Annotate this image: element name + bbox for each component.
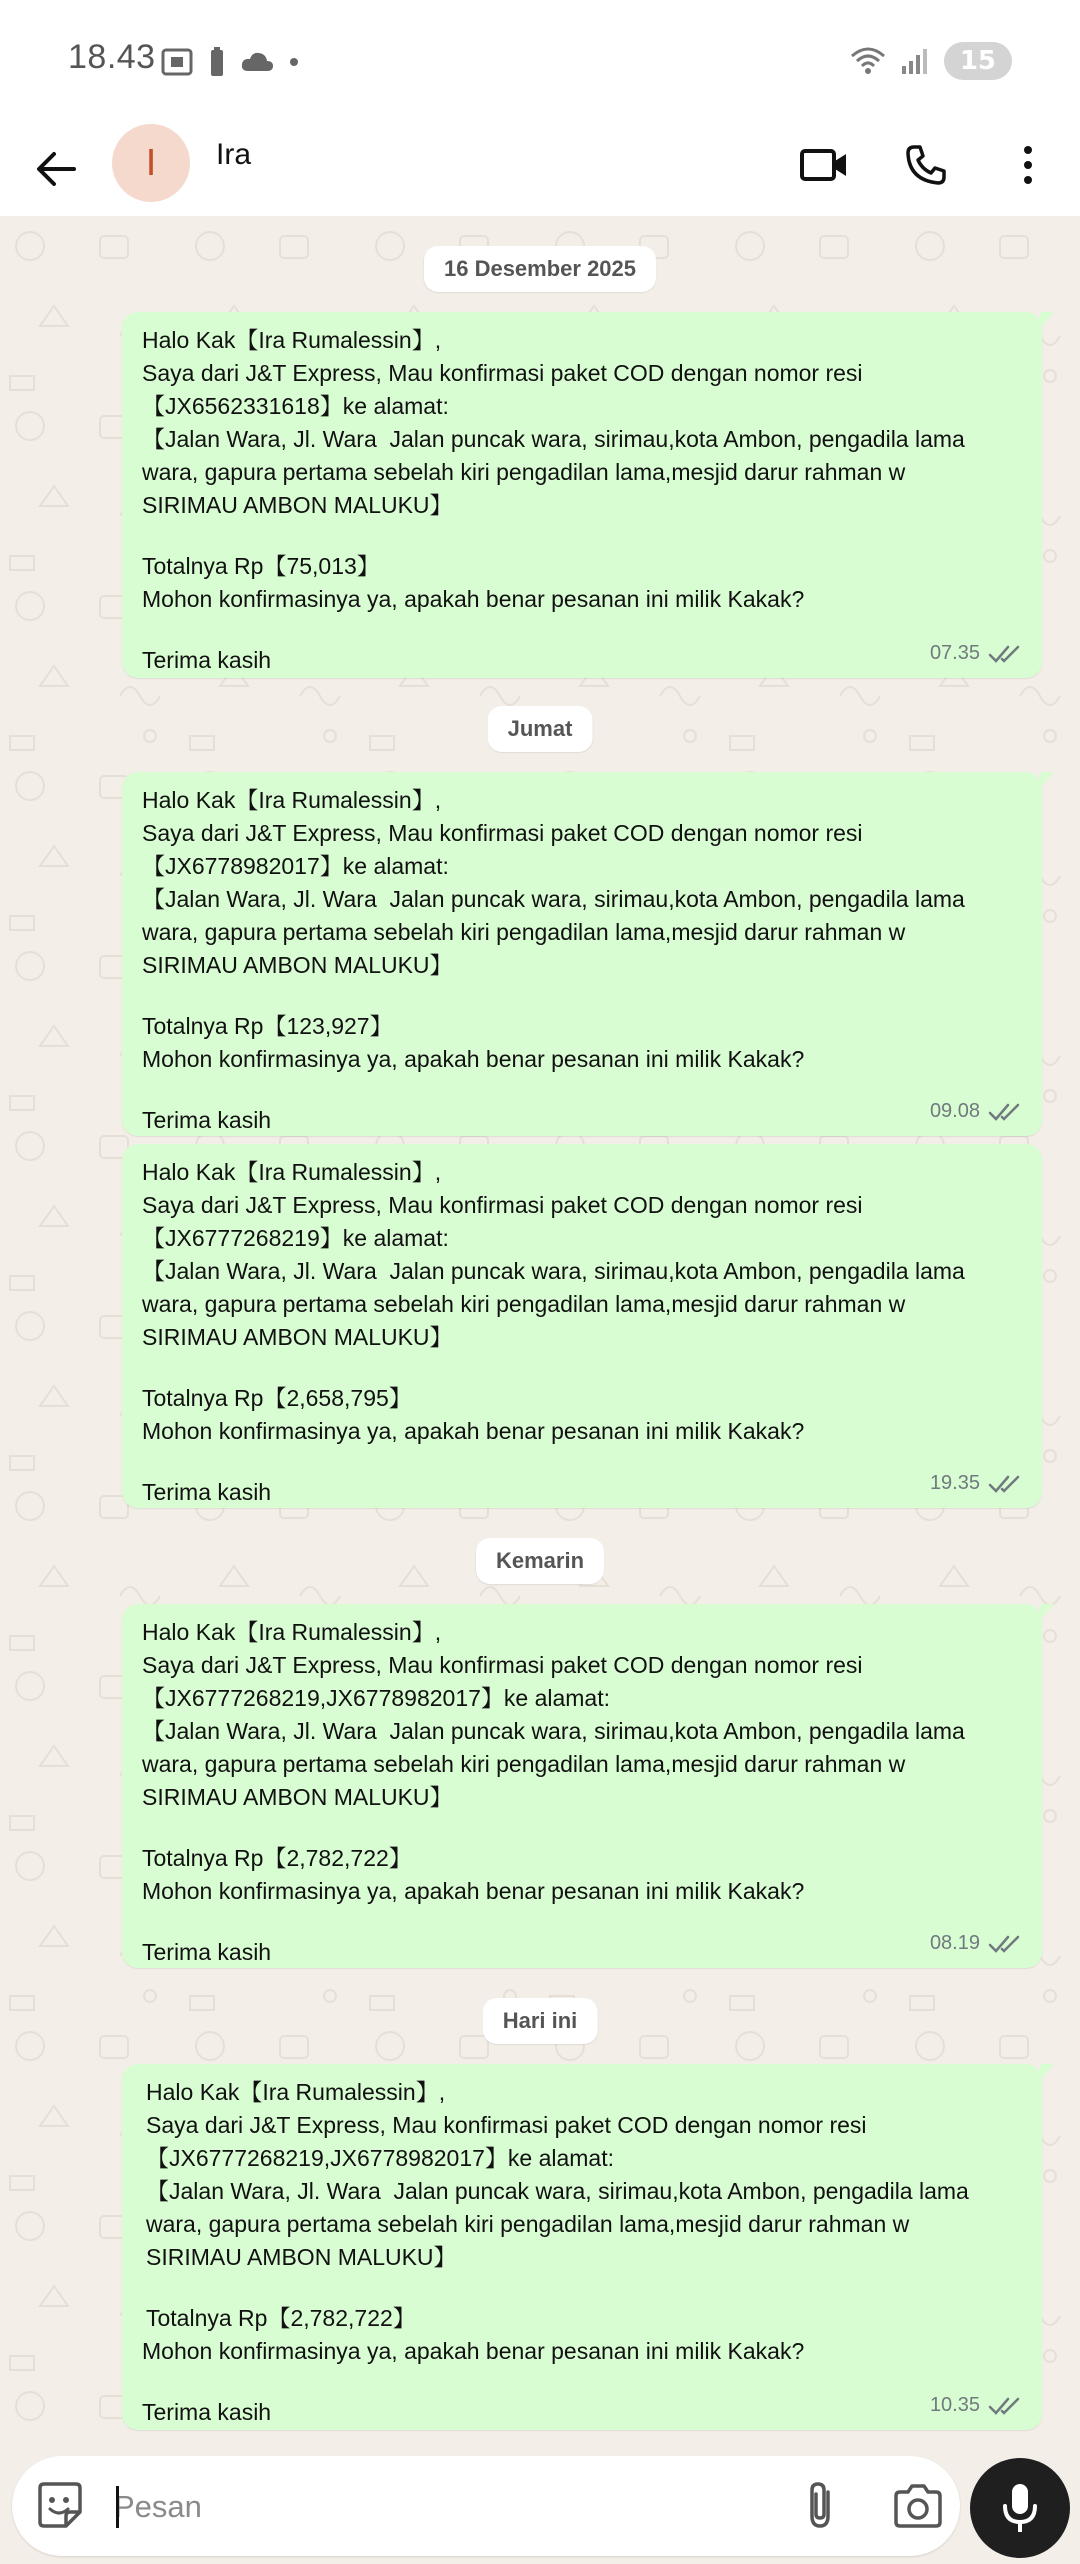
message-time: 07.35 (929, 642, 980, 664)
message-line: 【JX6777268219】ke alamat: (142, 1225, 449, 1251)
message-line: Totalnya Rp【2,782,722】 (146, 2305, 416, 2331)
chat-messages-area[interactable] (0, 216, 1080, 2450)
message-spacer (146, 2274, 1022, 2302)
message-time: 09.08 (929, 1100, 980, 1122)
battery-level: 15 (944, 42, 1012, 80)
contact-name[interactable]: Ira (216, 138, 252, 171)
message-line: 【Jalan Wara, Jl. Wara Jalan puncak wara, sirimau,kota Ambon, pengadila lama (142, 1718, 965, 1744)
composer-pill (12, 2456, 960, 2556)
screenshot-icon (160, 47, 194, 77)
camera-button[interactable] (890, 2478, 946, 2534)
status-notification-icons (160, 44, 300, 80)
video-call-button[interactable] (796, 130, 852, 200)
paperclip-icon (792, 2478, 848, 2534)
phone-icon (905, 144, 947, 186)
cloud-icon (240, 49, 274, 75)
message-meta (930, 1095, 1024, 1128)
message-time: 08.19 (929, 1932, 980, 1954)
more-vertical-icon (1022, 145, 1034, 185)
message-line: Mohon konfirmasinya ya, apakah benar pesanan ini milik Kakak? (142, 586, 805, 612)
message-meta (930, 637, 1024, 670)
message-line: Terima kasih (142, 647, 272, 673)
message-meta (930, 1927, 1024, 1960)
voice-record-button[interactable] (970, 2458, 1070, 2558)
message-bubble[interactable] (122, 1144, 1042, 1508)
message-line: 【Jalan Wara, Jl. Wara Jalan puncak wara, sirimau,kota Ambon, pengadila lama (142, 426, 965, 452)
video-camera-icon (799, 147, 849, 183)
message-line: SIRIMAU AMBON MALUKU】 (142, 492, 453, 518)
message-line: 【JX6777268219,JX6778982017】ke alamat: (142, 1685, 611, 1711)
message-line: Terima kasih (142, 1939, 272, 1965)
message-line: 【JX6778982017】ke alamat: (142, 853, 449, 879)
message-line: Saya dari J&T Express, Mau konfirmasi paket COD dengan nomor resi (142, 1652, 863, 1678)
date-separator: Jumat (488, 706, 593, 752)
emoji-sticker-button[interactable] (32, 2478, 88, 2534)
double-check-read-icon (988, 643, 1024, 665)
more-notifications-dot-icon (288, 56, 300, 68)
attach-button[interactable] (792, 2478, 848, 2534)
status-system-icons (850, 42, 1012, 80)
message-line: Saya dari J&T Express, Mau konfirmasi paket COD dengan nomor resi (142, 360, 863, 386)
message-meta (930, 1467, 1024, 1500)
message-line: Halo Kak【Ira Rumalessin】, (146, 2079, 446, 2105)
date-separator: Kemarin (476, 1538, 604, 1584)
message-line: Terima kasih (142, 2399, 272, 2425)
message-line: 【Jalan Wara, Jl. Wara Jalan puncak wara, sirimau,kota Ambon, pengadila lama (142, 886, 965, 912)
double-check-read-icon (988, 1473, 1024, 1495)
status-time: 18.43 (68, 38, 156, 76)
message-line: SIRIMAU AMBON MALUKU】 (146, 2244, 457, 2270)
message-line: wara, gapura pertama sebelah kiri pengadilan lama,mesjid darur rahman w (142, 459, 906, 485)
message-spacer (142, 522, 1022, 550)
date-separator: 16 Desember 2025 (424, 246, 656, 292)
double-check-read-icon (988, 1101, 1024, 1123)
camera-icon (890, 2478, 946, 2534)
message-time: 19.35 (929, 1472, 980, 1494)
chat-header (0, 124, 1080, 216)
message-line: 【JX6777268219,JX6778982017】ke alamat: (146, 2145, 615, 2171)
message-input[interactable] (112, 2474, 676, 2540)
message-spacer (142, 1814, 1022, 1842)
message-line: Saya dari J&T Express, Mau konfirmasi paket COD dengan nomor resi (142, 820, 863, 846)
message-line: Halo Kak【Ira Rumalessin】, (142, 1159, 442, 1185)
message-line: wara, gapura pertama sebelah kiri pengadilan lama,mesjid darur rahman w (142, 1291, 906, 1317)
date-separator: Hari ini (483, 1998, 598, 2044)
message-line: Saya dari J&T Express, Mau konfirmasi paket COD dengan nomor resi (142, 1192, 863, 1218)
message-line: Mohon konfirmasinya ya, apakah benar pesanan ini milik Kakak? (142, 1418, 805, 1444)
message-line: Halo Kak【Ira Rumalessin】, (142, 327, 442, 353)
arrow-back-icon (34, 149, 78, 189)
message-line: 【Jalan Wara, Jl. Wara Jalan puncak wara, sirimau,kota Ambon, pengadila lama (146, 2178, 969, 2204)
message-line: Totalnya Rp【2,658,795】 (142, 1385, 412, 1411)
double-check-read-icon (988, 2395, 1024, 2417)
double-check-read-icon (988, 1933, 1024, 1955)
text-cursor (116, 2486, 119, 2528)
message-bubble[interactable] (122, 1604, 1042, 1968)
message-meta (930, 2389, 1024, 2422)
message-line: Halo Kak【Ira Rumalessin】, (142, 1619, 442, 1645)
contact-avatar[interactable]: I (112, 124, 190, 202)
back-button[interactable] (28, 134, 84, 204)
message-spacer (142, 1076, 1022, 1104)
microphone-icon (1000, 2482, 1040, 2534)
wifi-icon (850, 46, 886, 76)
message-composer (0, 2450, 1080, 2564)
message-line: Terima kasih (142, 1107, 272, 1133)
battery-alert-icon (208, 46, 226, 78)
overflow-menu-button[interactable] (1000, 130, 1056, 200)
message-line: Totalnya Rp【2,782,722】 (142, 1845, 412, 1871)
message-line: SIRIMAU AMBON MALUKU】 (142, 952, 453, 978)
sticker-icon (32, 2478, 88, 2534)
message-line: Mohon konfirmasinya ya, apakah benar pesanan ini milik Kakak? (142, 1878, 805, 1904)
message-line: Totalnya Rp【123,927】 (142, 1013, 393, 1039)
message-line: Mohon konfirmasinya ya, apakah benar pesanan ini milik Kakak? (142, 1046, 805, 1072)
message-line: wara, gapura pertama sebelah kiri pengadilan lama,mesjid darur rahman w (146, 2211, 910, 2237)
voice-call-button[interactable] (898, 130, 954, 200)
message-bubble[interactable] (122, 772, 1042, 1136)
message-spacer (142, 982, 1022, 1010)
message-time: 10.35 (929, 2394, 980, 2416)
status-bar (0, 0, 1080, 124)
message-line: SIRIMAU AMBON MALUKU】 (142, 1324, 453, 1350)
message-line: wara, gapura pertama sebelah kiri pengadilan lama,mesjid darur rahman w (142, 1751, 906, 1777)
message-line: Halo Kak【Ira Rumalessin】, (142, 787, 442, 813)
message-line: SIRIMAU AMBON MALUKU】 (142, 1784, 453, 1810)
message-line: Saya dari J&T Express, Mau konfirmasi paket COD dengan nomor resi (146, 2112, 867, 2138)
message-spacer (142, 1354, 1022, 1382)
message-spacer (146, 2368, 1022, 2396)
message-line: 【Jalan Wara, Jl. Wara Jalan puncak wara, sirimau,kota Ambon, pengadila lama (142, 1258, 965, 1284)
message-line: Mohon konfirmasinya ya, apakah benar pesanan ini milik Kakak? (142, 2338, 805, 2364)
message-line: 【JX6562331618】ke alamat: (142, 393, 449, 419)
message-spacer (142, 1908, 1022, 1936)
message-spacer (142, 1448, 1022, 1476)
message-bubble[interactable] (122, 312, 1042, 678)
signal-icon (900, 46, 930, 76)
message-spacer (142, 616, 1022, 644)
message-line: Totalnya Rp【75,013】 (142, 553, 380, 579)
message-line: Terima kasih (142, 1479, 272, 1505)
message-line: wara, gapura pertama sebelah kiri pengadilan lama,mesjid darur rahman w (142, 919, 906, 945)
message-bubble[interactable] (122, 2064, 1042, 2430)
